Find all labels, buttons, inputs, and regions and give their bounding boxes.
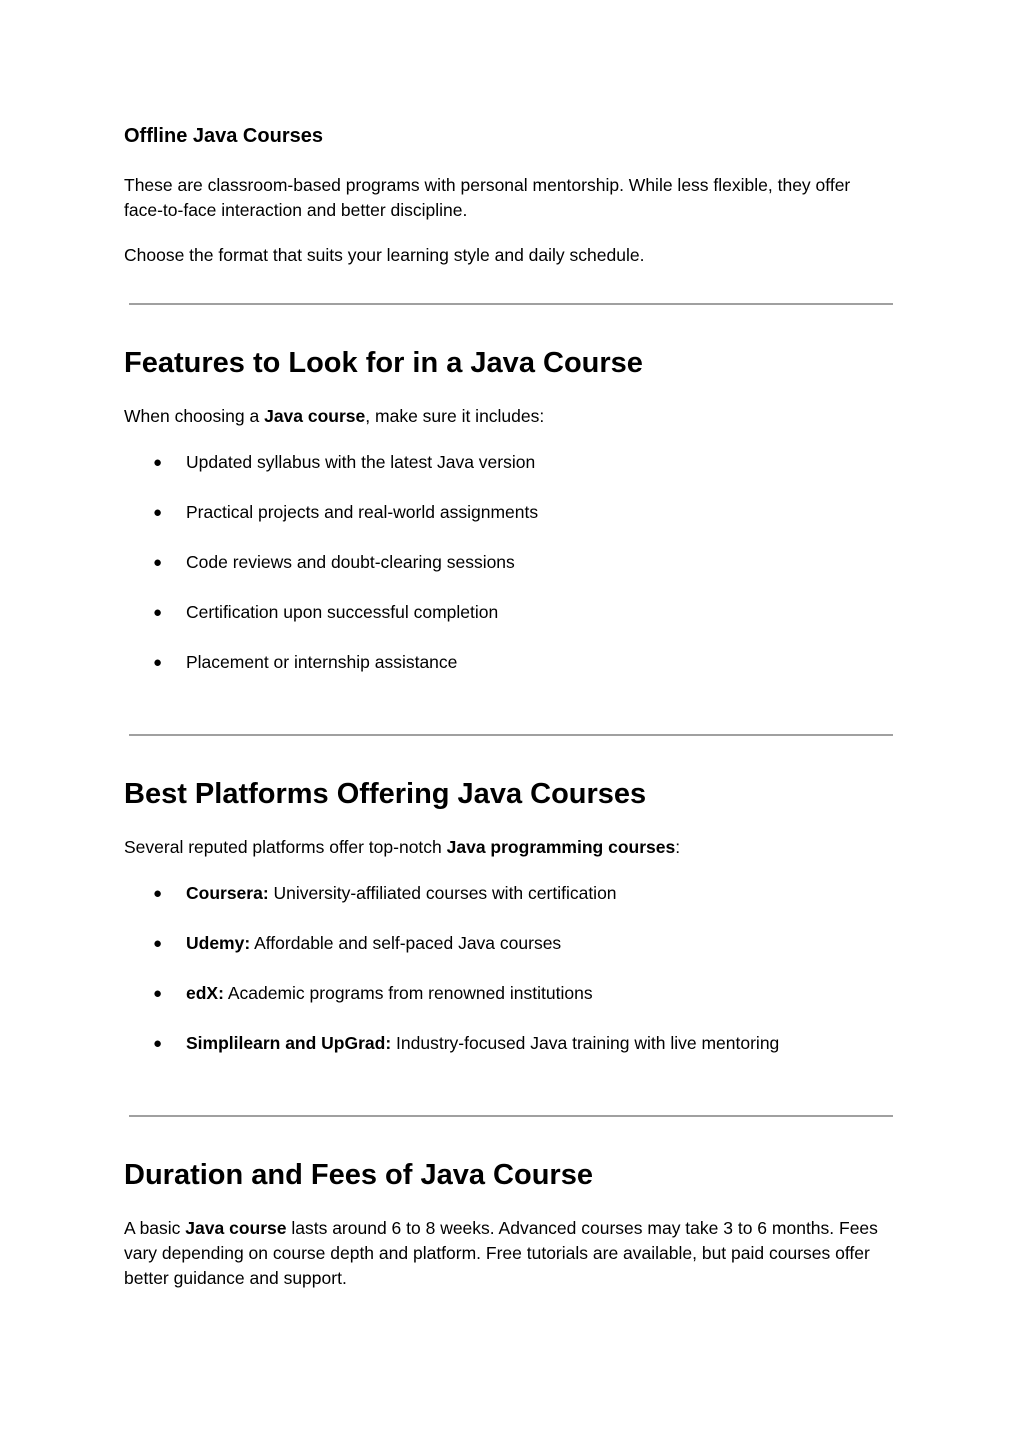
divider — [129, 734, 893, 736]
platform-name: Simplilearn and UpGrad: — [186, 1033, 392, 1053]
features-intro: When choosing a Java course, make sure it includes: — [124, 406, 545, 426]
platforms-intro: Several reputed platforms offer top-notch Java programming courses: — [124, 837, 681, 857]
bullet-icon: ● — [153, 654, 163, 671]
divider — [129, 1115, 893, 1117]
bold-term: Java course — [185, 1218, 287, 1238]
bullet-icon: ● — [153, 1035, 163, 1052]
platform-name: Udemy: — [186, 933, 251, 953]
bullet-icon: ● — [153, 504, 163, 521]
bold-term: Java programming courses — [446, 837, 676, 857]
bullet-icon: ● — [153, 985, 163, 1002]
bullet-icon: ● — [153, 454, 163, 471]
divider — [129, 303, 893, 305]
features-heading: Features to Look for in a Java Course — [124, 347, 643, 379]
bullet-icon: ● — [153, 554, 163, 571]
platform-name: Coursera: — [186, 883, 269, 903]
bullet-icon: ● — [153, 604, 163, 621]
platform-name: edX: — [186, 983, 224, 1003]
bullet-icon: ● — [153, 935, 163, 952]
format-paragraph: Choose the format that suits your learning style and daily schedule. — [124, 245, 645, 265]
bold-term: Java course — [264, 406, 366, 426]
platforms-heading: Best Platforms Offering Java Courses — [124, 778, 647, 810]
duration-paragraph: A basic Java course lasts around 6 to 8 weeks. Advanced courses may take 3 to 6 months. Fees vary depending on course depth and platform. Free tutorials are available, but paid courses offer better guidance and support. — [124, 1218, 878, 1288]
duration-heading: Duration and Fees of Java Course — [124, 1159, 593, 1191]
bullet-icon: ● — [153, 885, 163, 902]
offline-paragraph: These are classroom-based programs with personal mentorship. While less flexible, they offer face-to-face interaction and better discipline. — [124, 175, 851, 220]
offline-heading: Offline Java Courses — [124, 125, 323, 147]
